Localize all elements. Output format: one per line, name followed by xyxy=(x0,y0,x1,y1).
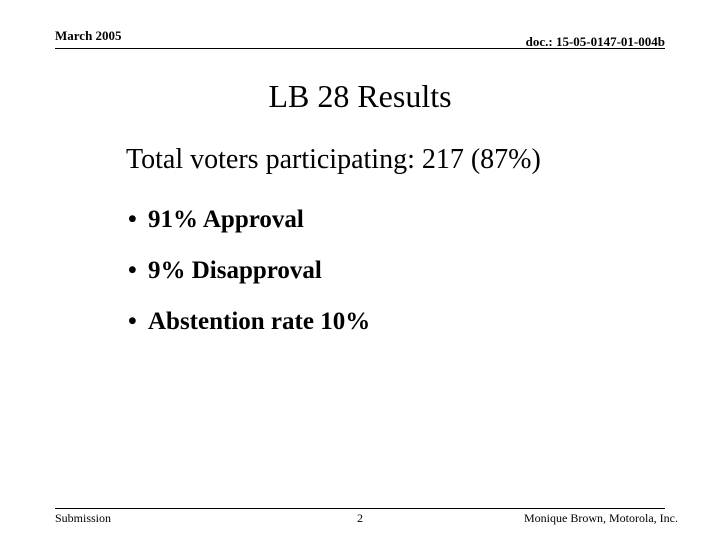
bullet-item xyxy=(128,203,370,254)
header-rule xyxy=(55,48,665,49)
slide-subtitle: Total voters participating: 217 (87%) xyxy=(126,144,541,175)
header-doc-id: doc.: 15-05-0147-01-004b xyxy=(525,34,665,49)
slide-title: LB 28 Results xyxy=(268,78,452,114)
bullet-item xyxy=(128,254,370,305)
bullet-item xyxy=(128,305,370,356)
bullet-text: 9% Disapproval xyxy=(148,257,322,284)
header-date: March 2005 xyxy=(55,28,122,43)
footer-page-number: 2 xyxy=(357,511,363,525)
bullet-dot-icon: • xyxy=(128,257,137,284)
bullet-dot-icon: • xyxy=(128,308,137,335)
footer-rule xyxy=(55,508,665,509)
bullet-list xyxy=(128,203,370,356)
footer-submission: Submission xyxy=(55,511,112,525)
bullet-text: Abstention rate 10% xyxy=(148,308,371,335)
footer-author: Monique Brown, Motorola, Inc. xyxy=(524,511,678,525)
bullet-dot-icon: • xyxy=(128,206,137,233)
bullet-text: 91% Approval xyxy=(148,206,304,233)
